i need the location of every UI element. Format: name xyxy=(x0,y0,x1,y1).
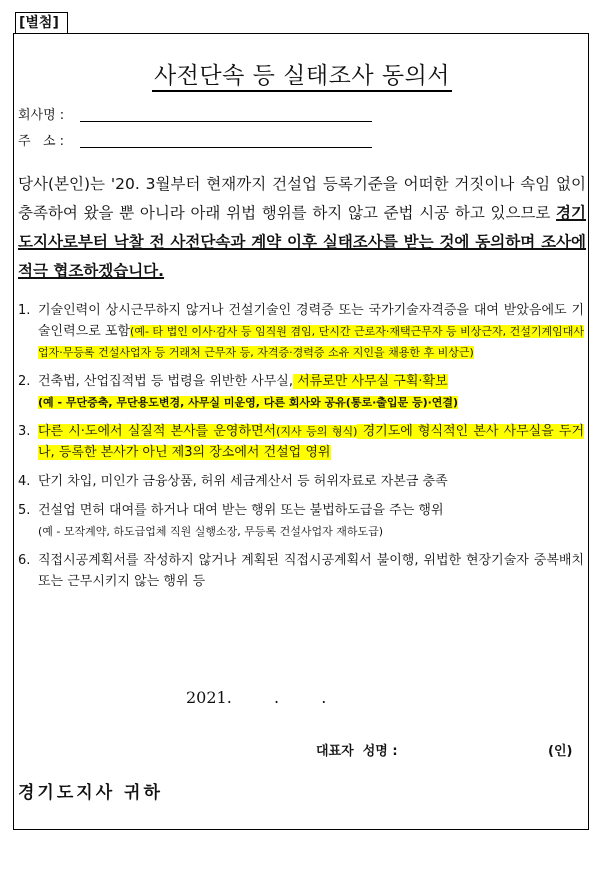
violation-highlight-note: (예 - 무단증축, 무단용도변경, 사무실 미운영, 다른 회사와 공유(통로·출입문 등)·연결) xyxy=(38,396,459,409)
addressee: 경기도지사 귀하 xyxy=(18,783,163,803)
violation-highlight-small: (지사 등의 형식) xyxy=(276,425,358,438)
consent-statement xyxy=(18,170,586,286)
violation-text: 건설업 면허 대여를 하거나 대여 받는 행위 또는 불법하도급을 주는 행위 xyxy=(38,503,444,518)
violation-number: 3. xyxy=(18,424,31,439)
consent-statement-text: 당사(본인)는 '20. 3월부터 현재까지 건설업 등록기준을 어떠한 거짓이나 속임 없이 충족하여 왔을 뿐 아니라 아래 위법 행위를 하지 않고 준법 시공 하고 있으므로 xyxy=(18,175,586,222)
violation-item-3 xyxy=(18,421,584,463)
violation-item-2 xyxy=(18,371,584,413)
document-title xyxy=(0,57,604,90)
violation-highlight: 서류로만 사무실 구획·확보 xyxy=(292,374,448,389)
violation-list xyxy=(18,300,584,600)
violation-text: 단기 차입, 미인가 금융상품, 허위 세금계산서 등 허위자료로 자본금 충족 xyxy=(38,474,448,489)
company-name-label: 회사명 : xyxy=(18,108,65,123)
violation-text: 건축법, 산업집적법 등 법령을 위반한 사무실, xyxy=(38,374,293,389)
seal-mark: (인) xyxy=(548,744,573,759)
violation-number: 2. xyxy=(18,374,31,389)
address-field xyxy=(18,133,64,153)
violation-item-5 xyxy=(18,500,584,542)
violation-number: 5. xyxy=(18,503,31,518)
signature-label: 대표자 성명 : xyxy=(316,744,398,759)
violation-text: 직접시공계획서를 작성하지 않거나 계획된 직접시공계획서 불이행, 위법한 현장기술자 중복배치 또는 근무시키지 않는 행위 등 xyxy=(38,553,584,589)
violation-item-4 xyxy=(18,471,584,492)
date-line: 2021. . . xyxy=(186,688,327,707)
violation-highlight: 경기도에 형식적인 본사 사무실을 두거나, 등록한 본사가 아닌 제3의 장소에서 건설업 영위 xyxy=(38,424,585,460)
violation-number: 4. xyxy=(18,474,31,489)
violation-text: 기술인력이 상시근무하지 않거나 건설기술인 경력증 또는 국가기술자격증을 대여 받았음에도 기술인력으로 포함 xyxy=(38,303,584,339)
attachment-tag: [별첨] xyxy=(15,12,68,34)
violation-number: 1. xyxy=(18,303,31,318)
violation-highlight: (예- 타 법인 이사·감사 등 임직원 겸임, 단시간 근로자·재택근무자 등 비상근자, 건설기계임대사업자·무등록 건설사업자 등 거래처 근무자 등, 자격증·경력증 소유 지인을 채용한 후 비상근) xyxy=(38,325,584,359)
violation-number: 6. xyxy=(18,553,31,568)
violation-item-6 xyxy=(18,550,584,592)
address-line xyxy=(80,147,372,148)
violation-note: (예 - 모작계약, 하도급업체 직원 실행소장, 무등록 건설사업자 재하도급) xyxy=(38,525,384,538)
consent-statement-underlined: 경기도지사로부터 낙찰 전 사전단속과 계약 이후 실태조사를 받는 것에 동의하며 조사에 적극 협조하겠습니다. xyxy=(18,204,586,280)
violation-highlight: 다른 시·도에서 실질적 본사를 운영하면서 xyxy=(38,424,277,439)
company-name-line xyxy=(80,121,372,122)
violation-item-1 xyxy=(18,300,584,363)
address-label: 주 소 : xyxy=(18,134,65,149)
company-name-field xyxy=(18,107,64,127)
document-title-text: 사전단속 등 실태조사 동의서 xyxy=(152,63,452,92)
